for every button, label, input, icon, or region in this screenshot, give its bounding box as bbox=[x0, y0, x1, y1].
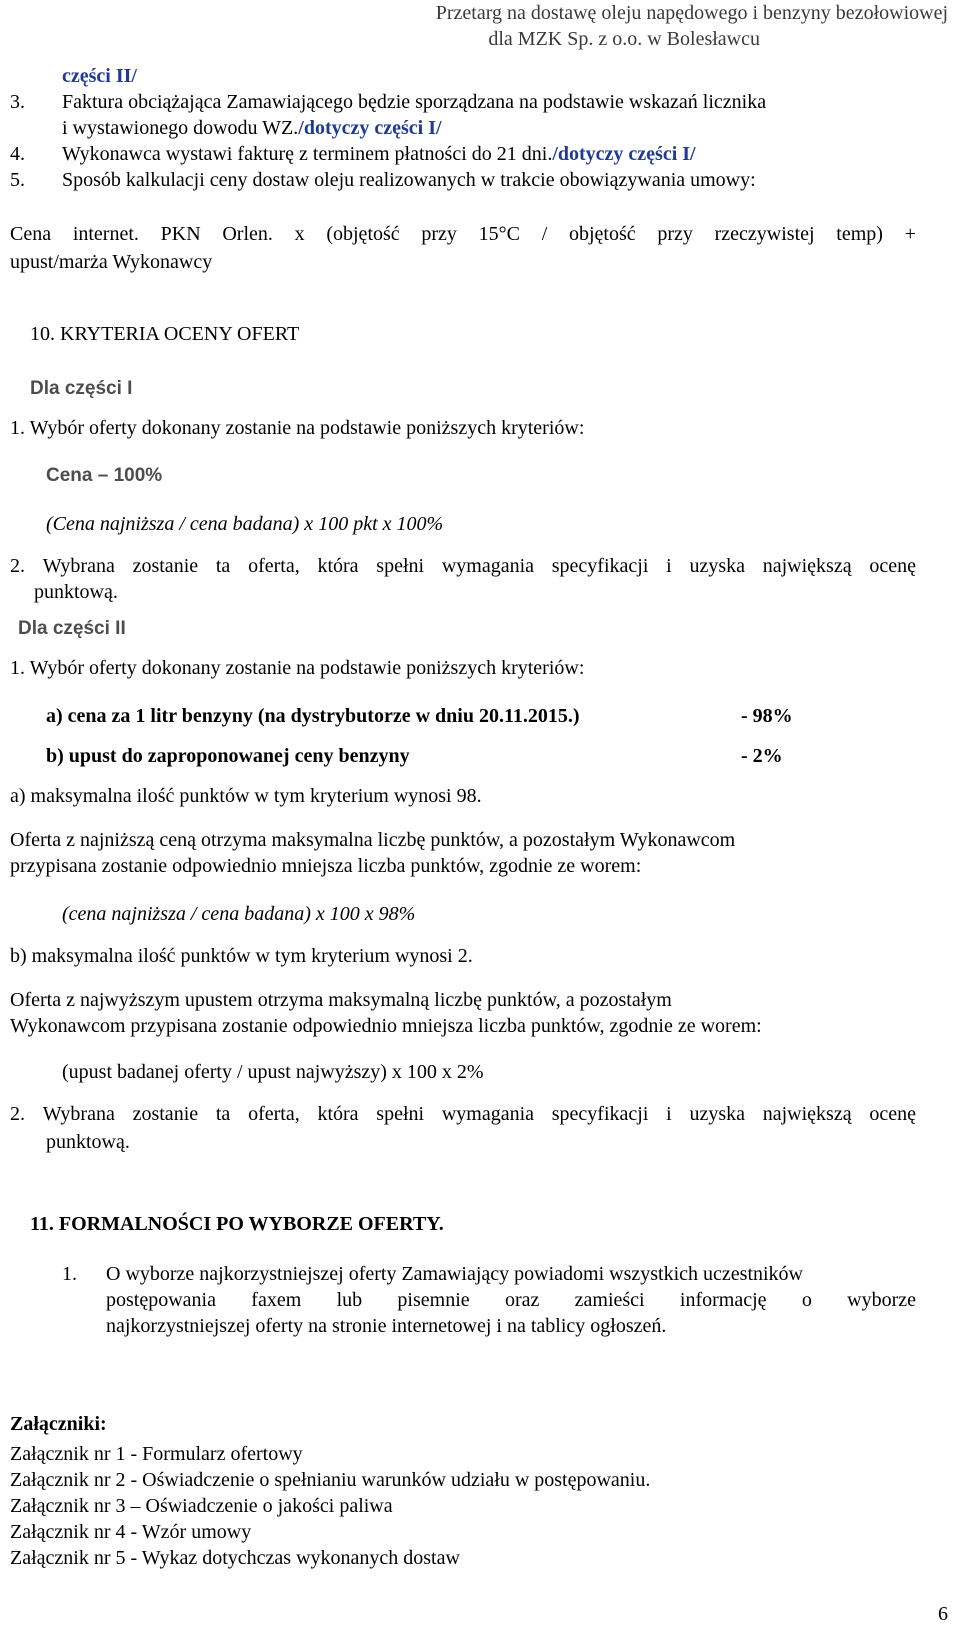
text-word: największą bbox=[762, 555, 852, 577]
note-b: b) maksymalna ilość punktów w tym kryterium wynosi 2. bbox=[10, 945, 473, 967]
criterion-a-weight: - 98% bbox=[741, 705, 793, 727]
formula-word: x bbox=[294, 223, 305, 245]
price-formula-line1 bbox=[10, 222, 916, 246]
text-word: pisemnie bbox=[397, 1289, 470, 1311]
attachment-item: Załącznik nr 4 - Wzór umowy bbox=[10, 1521, 252, 1543]
item3-line2 bbox=[62, 116, 442, 140]
text-word: specyfikacji bbox=[551, 1103, 649, 1125]
formula-word: objętość bbox=[568, 223, 636, 245]
text-word: 2. bbox=[10, 1103, 25, 1125]
text-word: zostanie bbox=[132, 1103, 199, 1125]
item5-number: 5. bbox=[10, 169, 25, 191]
text-word: i bbox=[666, 555, 672, 577]
criterion-a-label: a) cena za 1 litr benzyny (na dystrybutorze w dniu 20.11.2015.) bbox=[46, 705, 580, 727]
part2-item2-line2: punktową. bbox=[46, 1131, 130, 1153]
text-word: spełni bbox=[376, 555, 425, 577]
item4-ref: /dotyczy części I/ bbox=[552, 143, 696, 165]
text-word: zostanie bbox=[132, 555, 199, 577]
item4-line bbox=[62, 142, 696, 166]
text-word: ocenę bbox=[869, 1103, 916, 1125]
section-10-title: 10. KRYTERIA OCENY OFERT bbox=[30, 323, 300, 345]
item4-number: 4. bbox=[10, 143, 25, 165]
text-word: zamieści bbox=[574, 1289, 645, 1311]
text-word: która bbox=[317, 1103, 359, 1125]
text-word: informację bbox=[679, 1289, 767, 1311]
header-line-1: Przetarg na dostawę oleju napędowego i benzyny bezołowiowej bbox=[435, 2, 948, 24]
text-word: o bbox=[801, 1289, 812, 1311]
formula-word: / bbox=[541, 223, 548, 245]
part1-criterion: Cena – 100% bbox=[46, 465, 163, 486]
part2-heading: Dla części II bbox=[18, 618, 126, 639]
para-a-line1: Oferta z najniższą ceną otrzyma maksymalna liczbę punktów, a pozostałym Wykonawcom bbox=[10, 829, 736, 851]
text-word: postępowania bbox=[106, 1289, 216, 1311]
formula-word: + bbox=[904, 223, 916, 245]
formula-word: rzeczywistej bbox=[714, 223, 815, 245]
item3-number: 3. bbox=[10, 91, 25, 113]
part2-item2-line1 bbox=[10, 1102, 916, 1126]
price-formula-line2: upust/marża Wykonawcy bbox=[10, 251, 213, 273]
text-word: oraz bbox=[504, 1289, 540, 1311]
part1-heading: Dla części I bbox=[30, 378, 133, 399]
criterion-b-label: b) upust do zaproponowanej ceny benzyny bbox=[46, 745, 410, 767]
item3-line2-text: i wystawionego dowodu WZ. bbox=[62, 117, 299, 139]
item3-line1: Faktura obciążająca Zamawiającego będzie sporządzana na podstawie wskazań licznika bbox=[62, 91, 767, 113]
text-word: ta bbox=[215, 1103, 231, 1125]
formula-word: Orlen. bbox=[222, 223, 273, 245]
text-word: oferta, bbox=[248, 555, 300, 577]
text-word: Wybrana bbox=[42, 1103, 115, 1125]
section-11-title: 11. FORMALNOŚCI PO WYBORZE OFERTY. bbox=[30, 1213, 444, 1235]
text-word: lub bbox=[336, 1289, 363, 1311]
text-word: ta bbox=[215, 555, 231, 577]
section11-line2 bbox=[106, 1288, 916, 1312]
item4-text: Wykonawca wystawi fakturę z terminem płatności do 21 dni. bbox=[62, 143, 553, 165]
attachment-item: Załącznik nr 1 - Formularz ofertowy bbox=[10, 1443, 303, 1465]
text-word: która bbox=[317, 555, 359, 577]
formula-word: 15°C bbox=[478, 223, 520, 245]
text-word: wymagania bbox=[441, 1103, 535, 1125]
part1-formula: (Cena najniższa / cena badana) x 100 pkt x 100% bbox=[46, 513, 444, 535]
part2-item1: 1. Wybór oferty dokonany zostanie na podstawie poniższych kryteriów: bbox=[10, 657, 585, 679]
section11-line1: O wyborze najkorzystniejszej oferty Zamawiający powiadomi wszystkich uczestników bbox=[106, 1263, 804, 1285]
text-word: uzyska bbox=[689, 555, 745, 577]
attachment-item: Załącznik nr 2 - Oświadczenie o spełnianiu warunków udziału w postępowaniu. bbox=[10, 1469, 651, 1491]
formula-word: przy bbox=[657, 223, 693, 245]
text-word: wyborze bbox=[847, 1289, 916, 1311]
formula-word: temp) bbox=[836, 223, 883, 245]
part1-item2-line1 bbox=[10, 554, 916, 578]
page-number: 6 bbox=[938, 1603, 948, 1625]
text-word: 2. bbox=[10, 555, 25, 577]
text-word: faxem bbox=[251, 1289, 302, 1311]
part1-item2-line2: punktową. bbox=[34, 581, 118, 603]
formula-word: przy bbox=[421, 223, 457, 245]
criterion-b-weight: - 2% bbox=[741, 745, 783, 767]
text-word: specyfikacji bbox=[551, 555, 649, 577]
text-word: Wybrana bbox=[42, 555, 115, 577]
continuation-ref: części II/ bbox=[62, 65, 137, 87]
text-word: wymagania bbox=[441, 555, 535, 577]
item3-ref: /dotyczy części I/ bbox=[298, 117, 442, 139]
para-b-line2: Wykonawcom przypisana zostanie odpowiednio mniejsza liczba punktów, zgodnie ze worem: bbox=[10, 1015, 762, 1037]
header-line-2: dla MZK Sp. z o.o. w Bolesławcu bbox=[488, 28, 760, 50]
text-word: największą bbox=[762, 1103, 852, 1125]
para-b-line1: Oferta z najwyższym upustem otrzyma maksymalną liczbę punktów, a pozostałym bbox=[10, 989, 672, 1011]
text-word: i bbox=[666, 1103, 672, 1125]
text-word: spełni bbox=[376, 1103, 425, 1125]
part1-item1: 1. Wybór oferty dokonany zostanie na podstawie poniższych kryteriów: bbox=[10, 417, 585, 439]
text-word: uzyska bbox=[689, 1103, 745, 1125]
formula-a: (cena najniższa / cena badana) x 100 x 98% bbox=[62, 903, 416, 925]
text-word: ocenę bbox=[869, 555, 916, 577]
section11-item1-number: 1. bbox=[62, 1263, 77, 1285]
formula-word: Cena bbox=[10, 223, 52, 245]
attachments-heading: Załączniki: bbox=[10, 1413, 107, 1435]
attachment-item: Załącznik nr 3 – Oświadczenie o jakości paliwa bbox=[10, 1495, 393, 1517]
item5-text: Sposób kalkulacji ceny dostaw oleju realizowanych w trakcie obowiązywania umowy: bbox=[62, 169, 756, 191]
section11-line3: najkorzystniejszej oferty na stronie internetowej i na tablicy ogłoszeń. bbox=[106, 1315, 667, 1337]
formula-word: internet. bbox=[72, 223, 139, 245]
attachment-item: Załącznik nr 5 - Wykaz dotychczas wykonanych dostaw bbox=[10, 1547, 460, 1569]
note-a: a) maksymalna ilość punktów w tym kryterium wynosi 98. bbox=[10, 785, 482, 807]
formula-word: PKN bbox=[160, 223, 201, 245]
formula-word: (objętość bbox=[326, 223, 400, 245]
formula-b: (upust badanej oferty / upust najwyższy) x 100 x 2% bbox=[62, 1061, 484, 1083]
para-a-line2: przypisana zostanie odpowiednio mniejsza liczba punktów, zgodnie ze worem: bbox=[10, 855, 642, 877]
text-word: oferta, bbox=[248, 1103, 300, 1125]
